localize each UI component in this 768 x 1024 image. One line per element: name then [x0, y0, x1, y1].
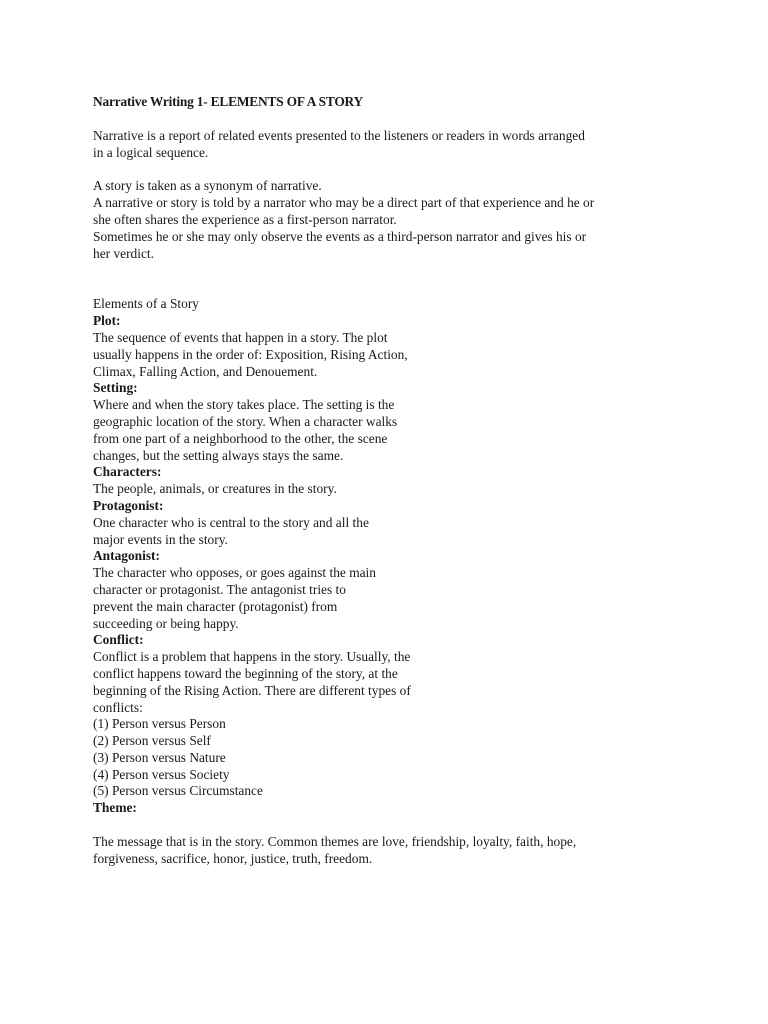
section-line: beginning of the Rising Action. There are different types of	[93, 682, 411, 698]
section-line: from one part of a neighborhood to the other, the scene	[93, 430, 388, 446]
elements-heading: Elements of a Story	[93, 296, 199, 312]
section-line: Where and when the story takes place. The setting is the	[93, 397, 395, 413]
section-heading: Conflict:	[93, 632, 144, 648]
section-line: character or protagonist. The antagonist tries to	[93, 581, 346, 597]
conflict-type-item: (5) Person versus Circumstance	[93, 783, 263, 799]
section-antagonist	[93, 548, 693, 632]
section-line: succeeding or being happy.	[93, 615, 239, 631]
section-line: conflicts:	[93, 699, 143, 715]
section-theme	[93, 800, 693, 867]
synonym-paragraph	[93, 178, 693, 262]
section-heading: Setting:	[93, 380, 138, 396]
intro-line: in a logical sequence.	[93, 144, 209, 160]
section-line: One character who is central to the story and all the	[93, 514, 369, 530]
section-line: The character who opposes, or goes against the main	[93, 565, 376, 581]
intro-paragraph	[93, 128, 693, 162]
synonym-line: A story is taken as a synonym of narrative.	[93, 178, 322, 194]
synonym-line: A narrative or story is told by a narrator who may be a direct part of that experience and he or	[93, 195, 595, 211]
section-line: geographic location of the story. When a character walks	[93, 413, 398, 429]
section-line: Conflict is a problem that happens in the story. Usually, the	[93, 649, 411, 665]
conflict-type-item: (2) Person versus Self	[93, 733, 211, 749]
section-line: The sequence of events that happen in a story. The plot	[93, 329, 388, 345]
section-heading: Antagonist:	[93, 548, 160, 564]
document-title: Narrative Writing 1- ELEMENTS OF A STORY	[93, 94, 364, 109]
section-heading: Characters:	[93, 464, 162, 480]
section-line: prevent the main character (protagonist) from	[93, 598, 338, 614]
section-line: The people, animals, or creatures in the story.	[93, 481, 337, 497]
section-line: usually happens in the order of: Exposition, Rising Action,	[93, 346, 408, 362]
section-heading: Theme:	[93, 800, 137, 816]
document-page	[93, 94, 693, 868]
section-line: conflict happens toward the beginning of the story, at the	[93, 665, 398, 681]
section-plot	[93, 313, 693, 380]
conflict-type-item: (4) Person versus Society	[93, 766, 230, 782]
section-characters	[93, 464, 693, 498]
synonym-line: Sometimes he or she may only observe the events as a third-person narrator and gives his or	[93, 228, 587, 244]
section-line: forgiveness, sacrifice, honor, justice, truth, freedom.	[93, 850, 373, 866]
conflict-type-item: (3) Person versus Nature	[93, 749, 226, 765]
section-protagonist	[93, 498, 693, 548]
section-heading: Plot:	[93, 313, 121, 329]
section-heading: Protagonist:	[93, 497, 164, 513]
synonym-line: she often shares the experience as a first-person narrator.	[93, 211, 397, 227]
intro-line: Narrative is a report of related events presented to the listeners or readers in words arranged	[93, 127, 585, 143]
section-setting	[93, 380, 693, 464]
synonym-line: her verdict.	[93, 245, 154, 261]
section-line: Climax, Falling Action, and Denouement.	[93, 363, 318, 379]
section-line: major events in the story.	[93, 531, 228, 547]
section-line: The message that is in the story. Common themes are love, friendship, loyalty, faith, hope,	[93, 834, 577, 850]
section-conflict	[93, 632, 693, 800]
conflict-type-item: (1) Person versus Person	[93, 716, 226, 732]
section-line: changes, but the setting always stays the same.	[93, 447, 344, 463]
